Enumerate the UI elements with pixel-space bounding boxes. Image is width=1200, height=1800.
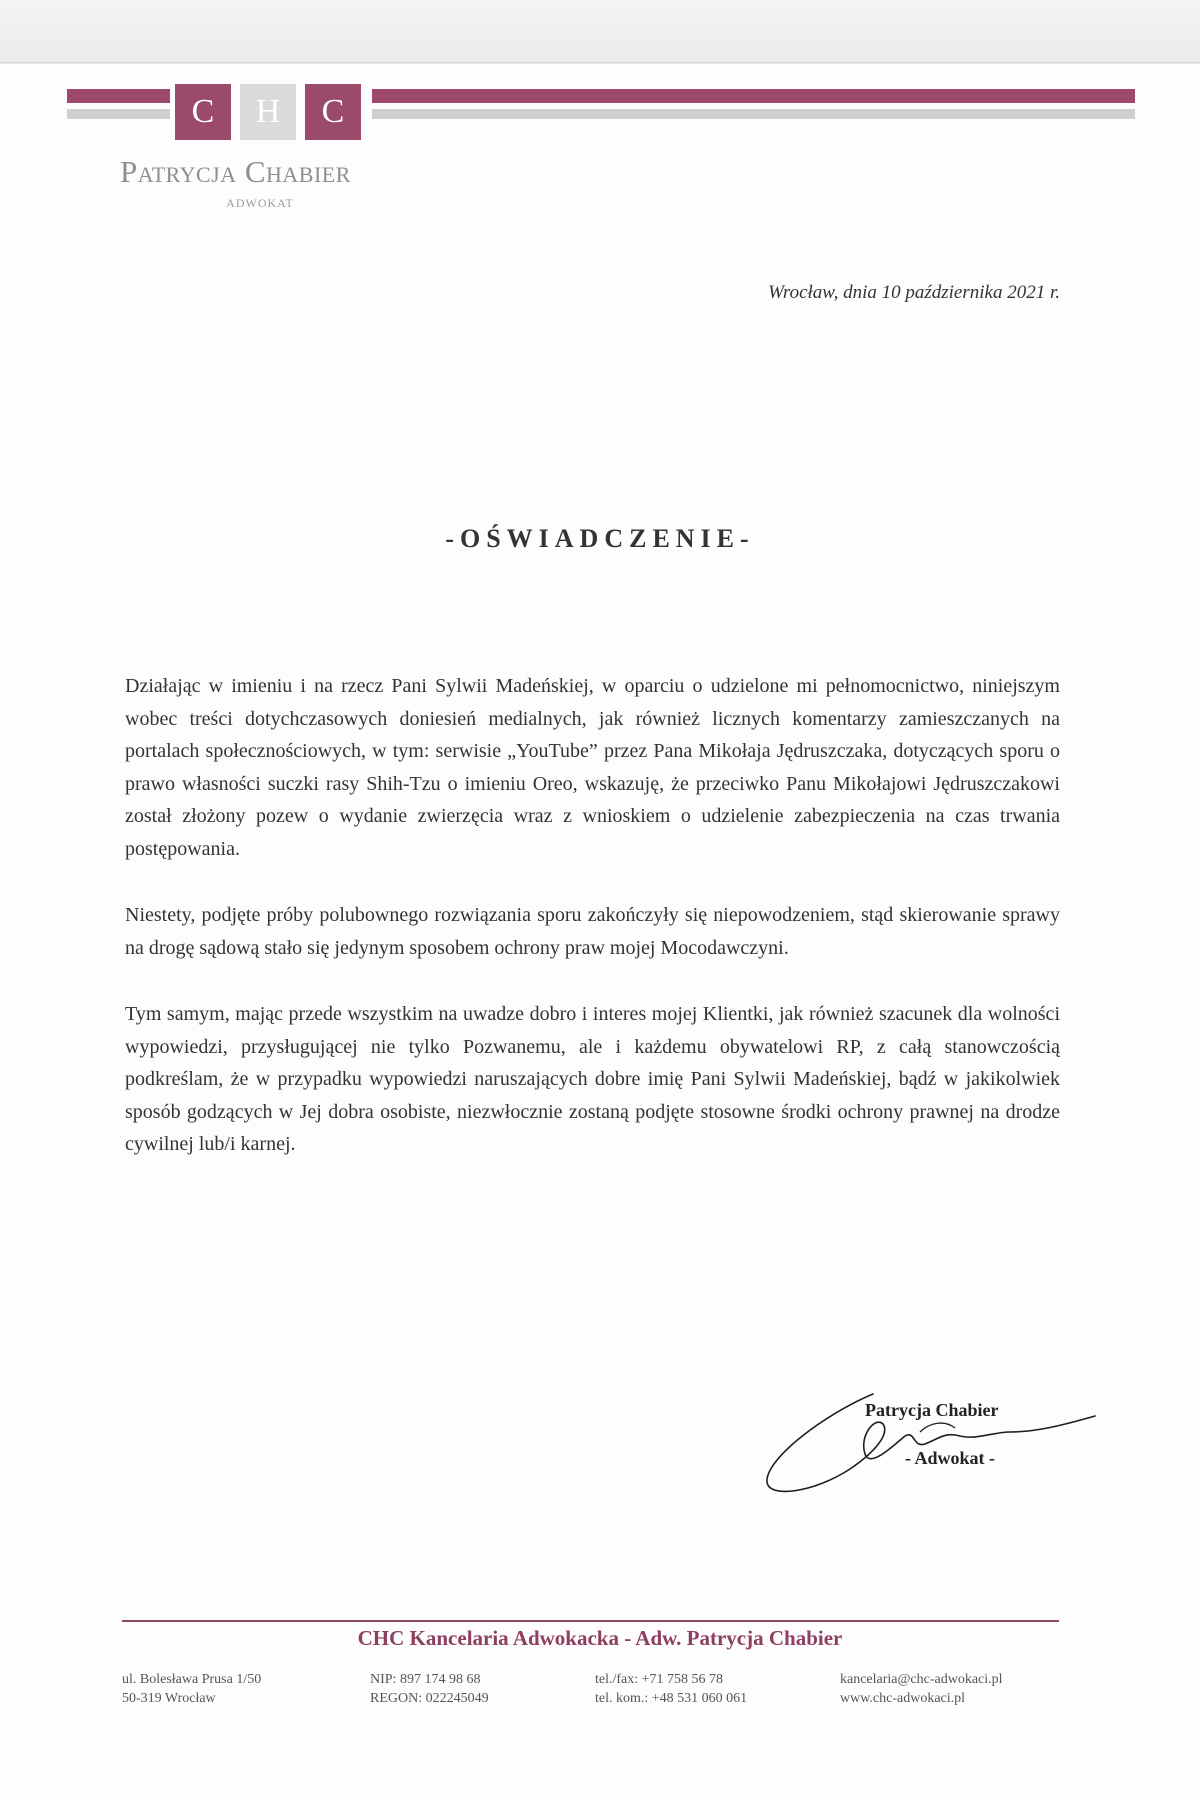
- paragraph-1: Działając w imieniu i na rzecz Pani Sylwii Madeńskiej, w oparciu o udzielone mi pełnomocnictwo, niniejszym wobec treści dotychczasowych doniesień medialnych, jak również licznych komentarzy zamieszczanych na portalach społecznościowych, w tym: serwisie „YouTube” przez Pana Mikołaja Jędruszczaka, dotyczących sporu o prawo własności suczki rasy Shih-Tzu o imieniu Oreo, wskazuję, że przeciwko Panu Mikołajowi Jędruszczakowi został złożony pozew o wydanie zwierzęcia wraz z wnioskiem o udzielenie zabezpieczenia na czas trwania postępowania.: [125, 675, 1060, 860]
- footer-website[interactable]: www.chc-adwokaci.pl: [840, 1691, 966, 1706]
- letterhead-bar-right: [372, 89, 1135, 103]
- footer-address: [122, 1670, 261, 1708]
- signature-block: [755, 1374, 1105, 1504]
- viewer-top-bar: [0, 0, 1200, 63]
- footer-nip: NIP: 897 174 98 68: [370, 1672, 481, 1687]
- footer-phones: [595, 1670, 747, 1708]
- letter-heading: -OŚWIADCZENIE-: [445, 524, 755, 553]
- letter-body: [125, 670, 1060, 1195]
- letter-page: [0, 64, 1200, 1800]
- logo-letter-h: H: [240, 84, 296, 140]
- letterhead-subtitle: ADWOKAT: [226, 196, 294, 210]
- footer-address-line-1: ul. Bolesława Prusa 1/50: [122, 1672, 262, 1687]
- handwritten-signature: [755, 1374, 1105, 1504]
- signature-role: - Adwokat -: [905, 1448, 996, 1468]
- paragraph-3: Tym samym, mając przede wszystkim na uwadze dobro i interes mojej Klientki, jak również szacunek dla wolności wypowiedzi, przysługującej nie tylko Pozwanemu, ale i każdemu obywatelowi RP, z całą stanowczością podkreślam, że w przypadku wypowiedzi naruszających dobre imię Pani Sylwii Madeńskiej, bądź w jakikolwiek sposób godzących w Jej dobra osobiste, niezwłocznie zostaną podjęte stosowne środki ochrony prawnej na drodze cywilnej lub/i karnej.: [125, 1003, 1060, 1155]
- logo-letter-c-right: C: [305, 84, 361, 140]
- letterhead-bar-right-grey: [372, 109, 1135, 119]
- footer-email[interactable]: kancelaria@chc-adwokaci.pl: [840, 1672, 1003, 1687]
- logo-letter-c-left: C: [175, 84, 231, 140]
- letterhead-name: Patrycja Chabier: [120, 154, 351, 189]
- footer-mobile: tel. kom.: +48 531 060 061: [595, 1691, 748, 1706]
- footer-web: [840, 1670, 1003, 1708]
- footer-address-line-2: 50-319 Wrocław: [122, 1691, 216, 1706]
- footer-fax: tel./fax: +71 758 56 78: [595, 1672, 724, 1687]
- letterhead-bar-left-grey: [67, 109, 170, 119]
- footer-ids: [370, 1670, 489, 1708]
- letterhead-bar-left: [67, 89, 170, 103]
- footer-regon: REGON: 022245049: [370, 1691, 489, 1706]
- footer-title: CHC Kancelaria Adwokacka - Adw. Patrycja Chabier: [357, 1626, 843, 1650]
- signature-name: Patrycja Chabier: [865, 1400, 999, 1420]
- letter-date: Wrocław, dnia 10 października 2021 r.: [768, 282, 1060, 303]
- footer-divider: [122, 1620, 1059, 1622]
- paragraph-2: Niestety, podjęte próby polubownego rozwiązania sporu zakończyły się niepowodzeniem, stąd skierowanie sprawy na drogę sądową stało się jedynym sposobem ochrony praw mojej Mocodawczyni.: [125, 904, 1060, 959]
